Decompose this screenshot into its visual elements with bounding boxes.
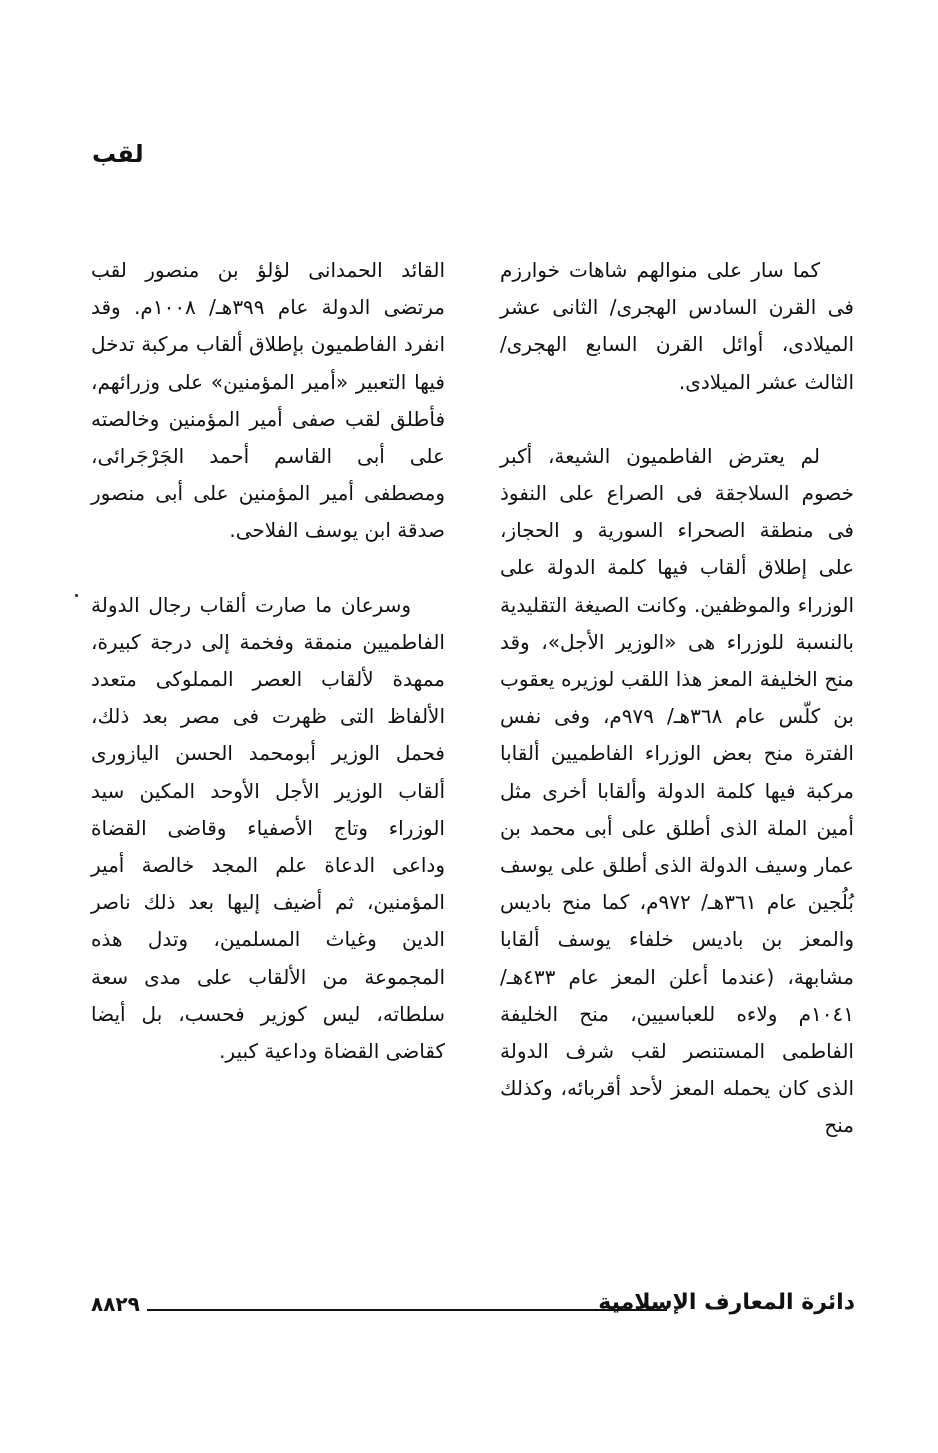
- paragraph: كما سار على منوالهم شاهات خوارزم فى القرن السادس الهجرى/ الثانى عشر الميلادى، أوائل القرن السابع الهجرى/ الثالث عشر الميلادى.: [500, 258, 854, 394]
- footer-rule: [147, 1309, 667, 1311]
- paragraph: وسرعان ما صارت ألقاب رجال الدولة الفاطميين منمقة وفخمة إلى درجة كبيرة، ممهدة لألقاب العصر المملوكى متعدد الألفاظ التى ظهرت فى مصر بعد ذلك، فحمل الوزير أبومحمد الحسن اليازورى ألقاب الوزير الأجل الأوحد المكين سيد الوزراء وتاج الأصفياء وقاضى القضاة وداعى الدعاة علم المجد خالصة أمير المؤمنين، ثم أضيف إليها بعد ذلك ناصر الدين وغياث المسلمين، وتدل هذه المجموعة من الألقاب على مدى سعة سلطاته، ليس كوزير فحسب، بل أيضا كقاضى القضاة وداعية كبير.: [91, 592, 445, 1064]
- scan-speck: [75, 594, 78, 597]
- left-column: [91, 252, 445, 1070]
- footer-title: دائرة المعارف الإسلامية: [598, 1290, 855, 1315]
- paragraph: القائد الحمدانى لؤلؤ بن منصور لقب مرتضى الدولة عام ٣٩٩هـ/ ١٠٠٨م. وقد انفرد الفاطميون بإطلاق ألقاب مركبة تدخل فيها التعبير «أمير المؤمنين» على وزرائهم، فأطلق لقب صفى أمير المؤمنين وخالصته على أبى القاسم أحمد الجَرْجَرائى، ومصطفى أمير المؤمنين على أبى منصور صدقة ابن يوسف الفلاحى.: [91, 258, 445, 543]
- right-column: [500, 252, 854, 1145]
- page-footer: [91, 1290, 855, 1324]
- page-number: ٨٨٢٩: [91, 1292, 140, 1316]
- paragraph: لم يعترض الفاطميون الشيعة، أكبر خصوم السلاجقة فى الصراع على النفوذ فى منطقة الصحراء السورية و الحجاز، على إطلاق ألقاب فيها كلمة الدولة على الوزراء والموظفين. وكانت الصيغة التقليدية بالنسبة للوزراء هى «الوزير الأجل»، وقد منح الخليفة المعز هذا اللقب لوزيره يعقوب بن كلّس عام ٣٦٨هـ/ ٩٧٩م، وفى نفس الفترة منح بعض الوزراء الفاطميين ألقابا مركبة فيها كلمة الدولة وألقابا أخرى مثل أمين الملة الذى أطلق على أبى محمد بن عمار وسيف الدولة الذى أطلق على يوسف بُلُجين عام ٣٦١هـ/ ٩٧٢م، كما منح باديس والمعز بن باديس خلفاء يوسف ألقابا مشابهة، (عندما أعلن المعز عام ٤٣٣هـ/ ١٠٤١م ولاءه للعباسيين، منح الخليفة الفاطمى المستنصر لقب شرف الدولة الذى كان يحمله المعز لأحد أقربائه، وكذلك منح: [500, 443, 854, 1138]
- running-head: لقب: [92, 140, 144, 168]
